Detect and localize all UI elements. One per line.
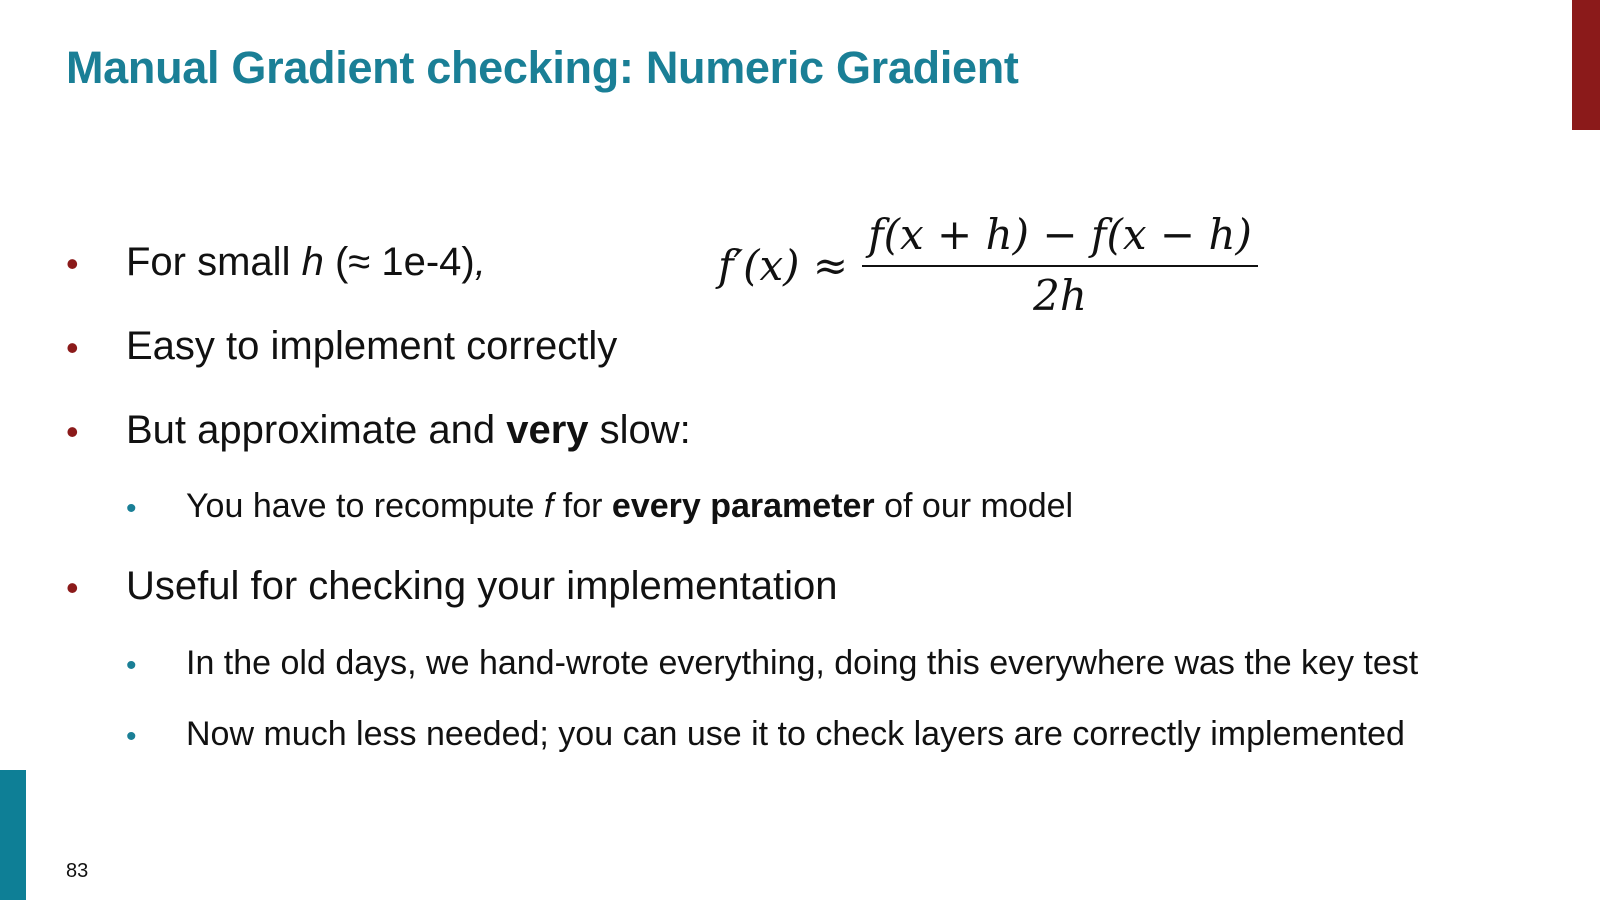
bullet-marker: •	[66, 567, 79, 608]
page-number: 83	[66, 860, 89, 882]
bottom-left-accent-bar	[0, 770, 26, 900]
bullet-marker: •	[66, 327, 79, 368]
sub-bullet-marker: •	[126, 492, 137, 525]
bullet-small-h: For small h (≈ 1e-4),	[126, 240, 486, 284]
sub-bullet-now-less-needed: Now much less needed; you can use it to check layers are correctly implemented	[186, 715, 1405, 753]
sub-bullet-marker: •	[126, 649, 137, 682]
bullet-easy-implement: Easy to implement correctly	[126, 324, 618, 368]
sub-bullet-recompute: You have to recompute f for every parameter of our model	[186, 487, 1074, 525]
slide-title: Manual Gradient checking: Numeric Gradient	[66, 42, 1019, 93]
bullet-useful-checking: Useful for checking your implementation	[126, 564, 838, 608]
formula-denominator: 2h	[1033, 271, 1087, 320]
formula-lhs: f′(x) ≈	[718, 240, 849, 290]
formula-numerator: f(x + h) − f(x − h)	[862, 210, 1258, 267]
bullet-marker: •	[66, 243, 79, 284]
sub-bullet-marker: •	[126, 720, 137, 753]
bullet-marker: •	[66, 411, 79, 452]
sub-bullet-old-days: In the old days, we hand-wrote everything, doing this everywhere was the key test	[186, 644, 1419, 682]
formula-fraction	[862, 210, 1258, 320]
top-right-accent-bar	[1572, 0, 1600, 130]
numeric-gradient-formula	[718, 210, 1258, 320]
bullet-approximate-slow: But approximate and very slow:	[126, 408, 691, 452]
